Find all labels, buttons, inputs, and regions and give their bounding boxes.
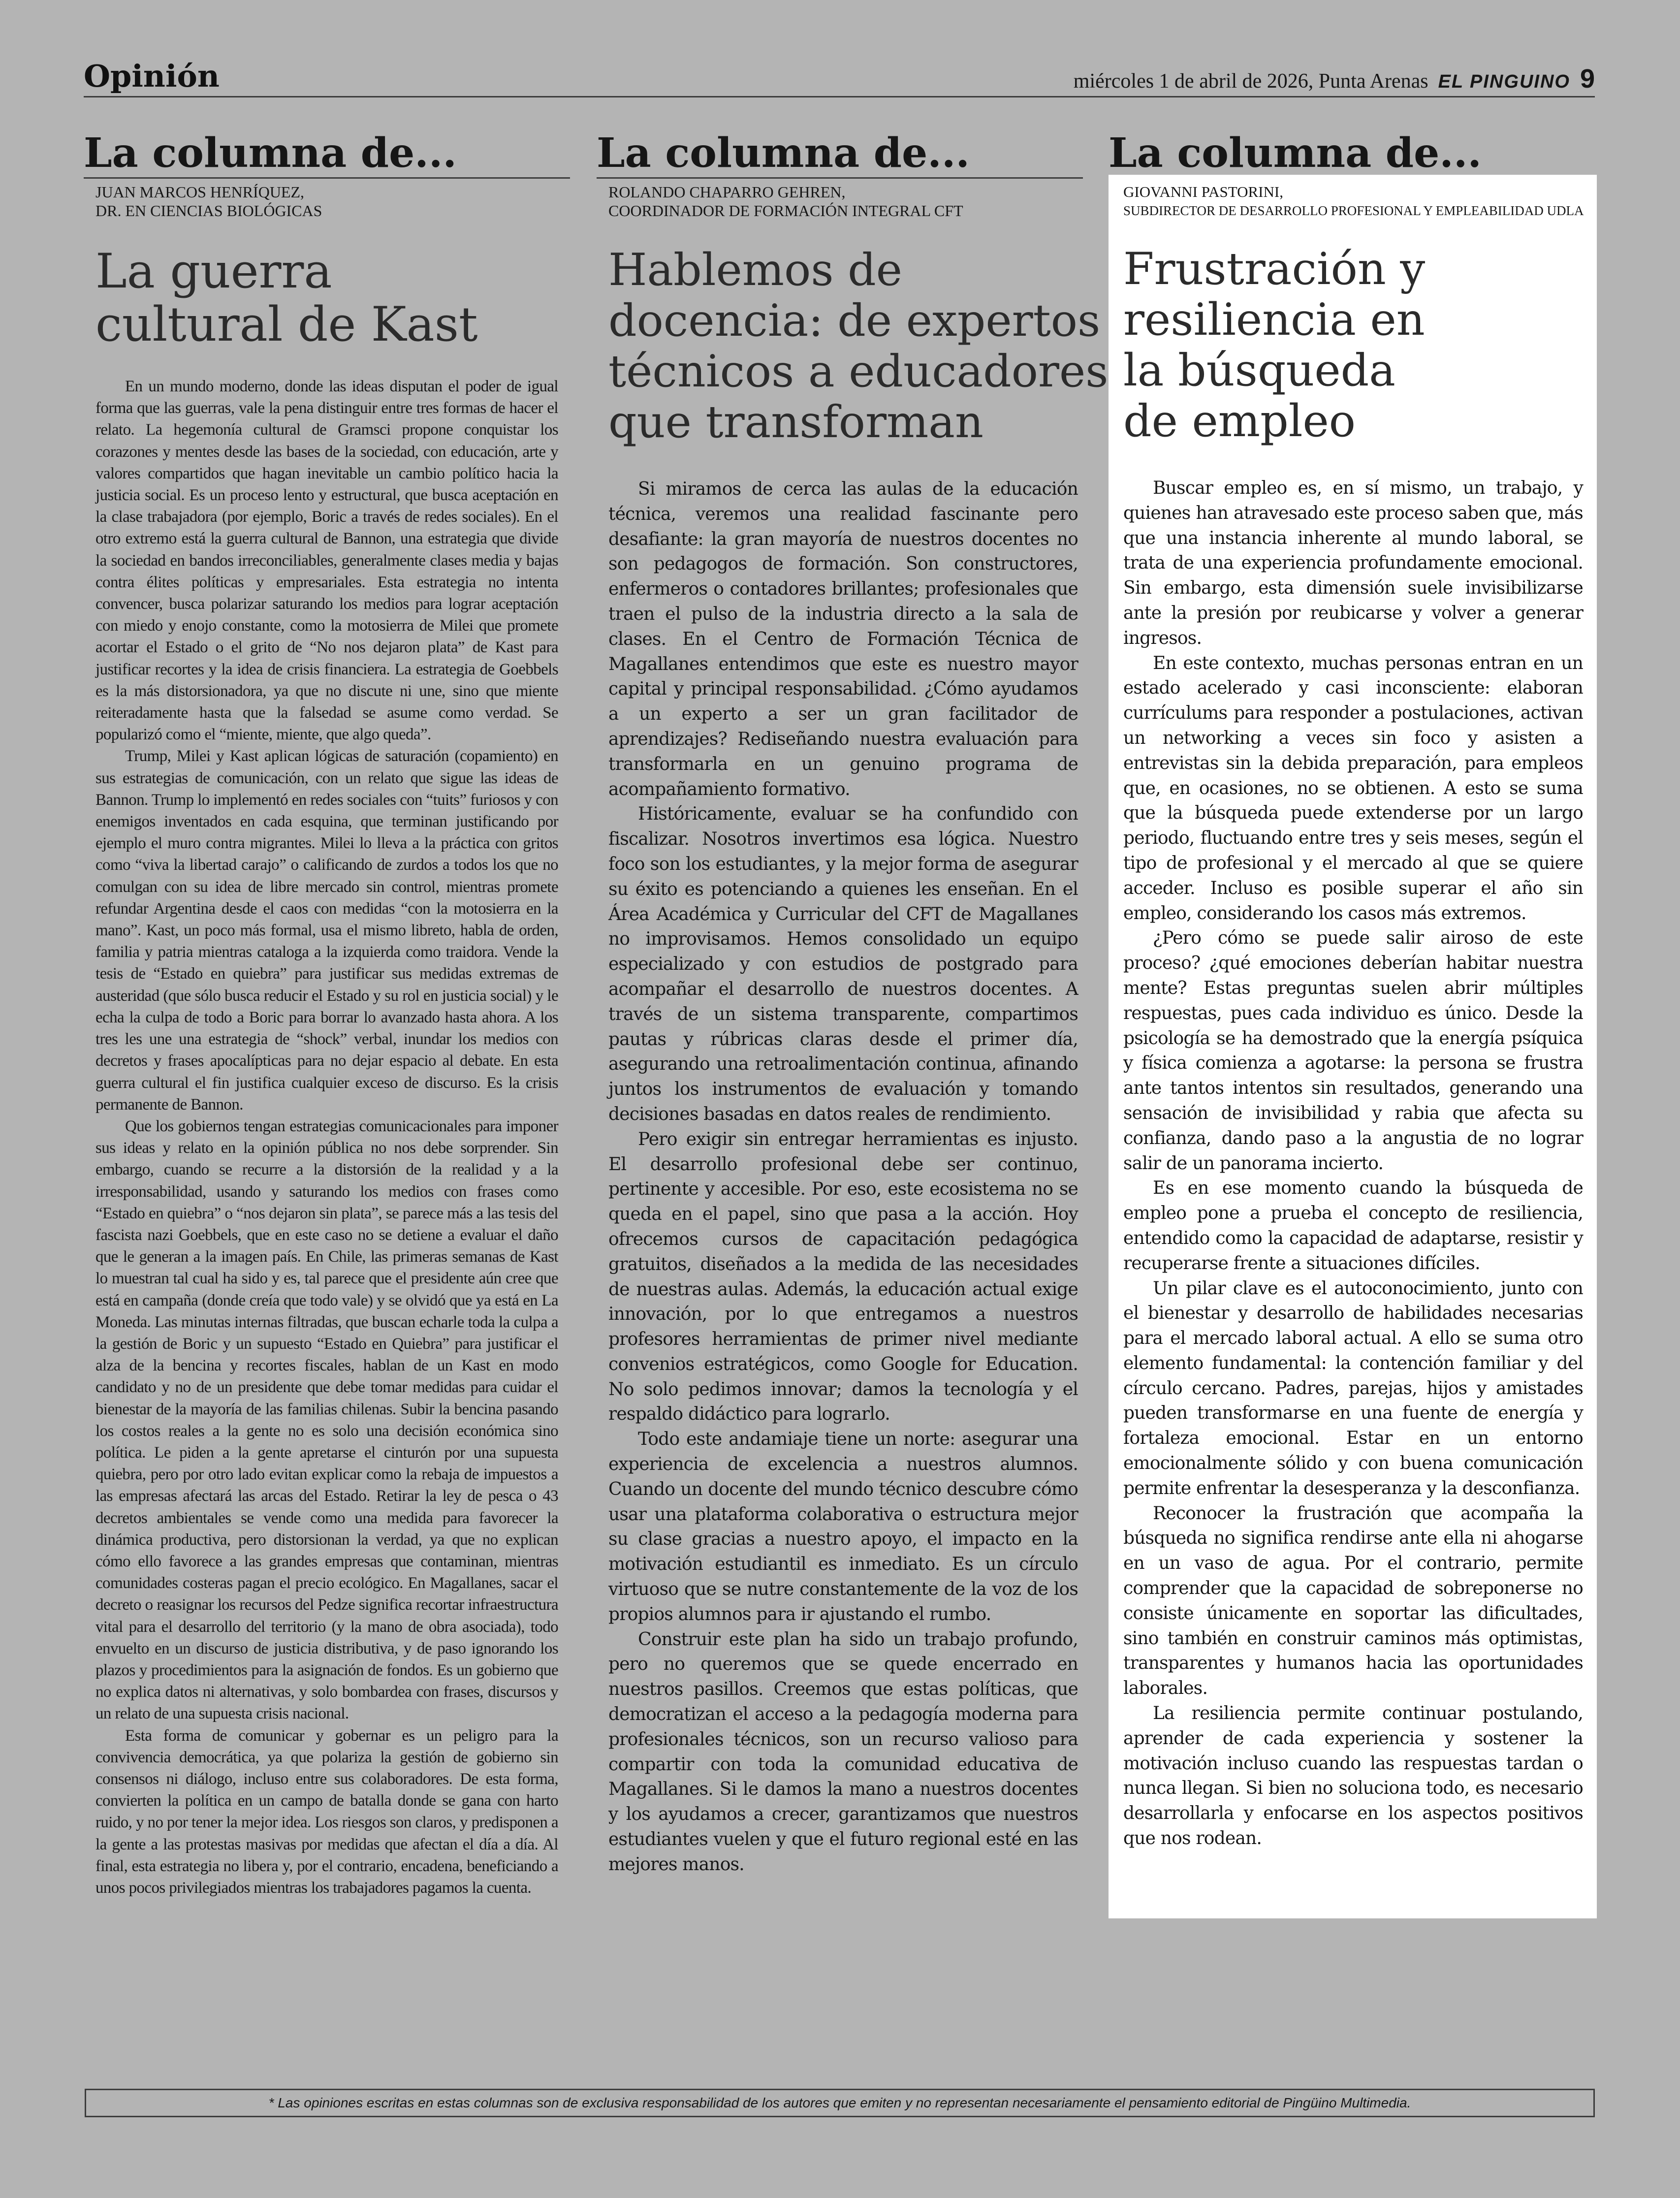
- title-line: La guerra: [95, 244, 332, 299]
- byline: [1109, 183, 1595, 220]
- header-meta: [1074, 64, 1595, 94]
- column-kicker: La columna de...: [597, 130, 1083, 179]
- paragraph: En este contexto, muchas personas entran en un estado acelerado y casi inconsciente: elaboran currículums para responder a postulaciones, activan un networking a veces sin foco y asisten a entrevistas sin la debida preparación, para empleos que, en ocasiones, no se obtienen. A esto se suma que la búsqueda puede extenderse por un largo periodo, fluctuando entre tres y seis meses, según el tipo de profesional y el mercado al que se quiere acceder. Incluso es posible superar el año sin empleo, considerando los casos más extremos.: [1123, 653, 1583, 924]
- title-line: cultural de Kast: [95, 297, 478, 352]
- paragraph: La resiliencia permite continuar postulando, aprender de cada experiencia y sostener la motivación incluso cuando las respuestas tardan o nunca llegan. Si bien no soluciona todo, es necesario desarrollarla y enfocarse en los aspectos positivos que nos rodean.: [1123, 1703, 1583, 1849]
- title-line: técnicos a educadores: [608, 346, 1109, 397]
- title-line: la búsqueda: [1123, 345, 1395, 396]
- title-line: Frustración y: [1123, 243, 1426, 295]
- paragraph: Si miramos de cerca las aulas de la educación técnica, veremos una realidad fascinante pero desafiante: la gran mayoría de nuestros docentes no son pedagogos de formación. Son constructores, enfermeros o contadores brillantes; profesionales que traen el pulso de la industria directo a la sala de clases. En el Centro de Formación Técnica de Magallanes entendimos que este es nuestro mayor capital y principal responsabilidad. ¿Cómo ayudamos a un experto a ser un gran facilitador de aprendizajes? Rediseñando nuestra evaluación para transformarla en un genuino programa de acompañamiento formativo.: [608, 479, 1078, 799]
- title-line: resiliencia en: [1123, 294, 1425, 346]
- author-name: JUAN MARCOS HENRÍQUEZ,: [95, 183, 305, 201]
- column-3: [1109, 130, 1595, 1851]
- paragraph: ¿Pero cómo se puede salir airoso de este proceso? ¿qué emociones deberían habitar nuestra mente? Estas preguntas suelen abrir múltiples respuestas, pues cada individuo es único. Desde la psicología se ha demostrado que la energía psíquica y física comienza a agotarse: la persona se frustra ante tantos intentos sin resultados, generando una sensación de invisibilidad y rabia que afecta su confianza, dando paso a la angustia de no lograr salir de un panorama incierto.: [1123, 928, 1583, 1174]
- author-role: DR. EN CIENCIAS BIOLÓGICAS: [95, 202, 322, 220]
- byline: [597, 183, 1083, 220]
- article-title: [1109, 244, 1595, 446]
- article-title: [84, 245, 570, 351]
- column-1: [84, 130, 570, 1899]
- paragraph: Históricamente, evaluar se ha confundido con fiscalizar. Nosotros invertimos esa lógica. Nuestro foco son los estudiantes, y la mejor forma de asegurar su éxito es potenciando a quienes les enseñan. En el Área Académica y Curricular del CFT de Magallanes no improvisamos. Hemos consolidado un equipo especializado y con estudios de postgrado para acompañar el desarrollo de nuestros docentes. A través de un sistema transparente, compartimos pautas y rúbricas claras desde el primer día, asegurando una retroalimentación continua, afinando juntos los instrumentos de evaluación y tomando decisiones basadas en datos reales de rendimiento.: [608, 804, 1078, 1124]
- title-line: que transforman: [608, 396, 983, 448]
- page-number: 9: [1580, 64, 1595, 94]
- paragraph: Un pilar clave es el autoconocimiento, junto con el bienestar y desarrollo de habilidades necesarias para el mercado laboral actual. A ello se suma otro elemento fundamental: la contención familiar y del círculo cercano. Padres, parejas, hijos y amistades pueden transformarse en una fuente de energía y fortaleza emocional. Estar en un entorno emocionalmente sólido y con buena comunicación permite enfrentar la desesperanza y la desconfianza.: [1123, 1278, 1583, 1498]
- article-title: [597, 244, 1109, 448]
- paragraph: Pero exigir sin entregar herramientas es injusto. El desarrollo profesional debe ser continuo, pertinente y accesible. Por eso, este ecosistema no se queda en el papel, sino que pasa a la acción. Hoy ofrecemos cursos de capacitación pedagógica gratuitos, diseñados a la medida de las necesidades de nuestras aulas. Además, la educación actual exige innovación, por lo que entregamos a nuestros profesores herramientas de primer nivel mediante convenios estratégicos, como Google for Education. No solo pedimos innovar; damos la tecnología y el respaldo didáctico para lograrlo.: [608, 1129, 1078, 1425]
- header-date-location: miércoles 1 de abril de 2026, Punta Arenas: [1073, 70, 1428, 93]
- author-role: SUBDIRECTOR DE DESARROLLO PROFESIONAL Y EMPLEABILIDAD UDLA: [1123, 203, 1584, 218]
- author-name: ROLANDO CHAPARRO GEHREN,: [608, 183, 846, 201]
- paragraph: En un mundo moderno, donde las ideas disputan el poder de igual forma que las guerras, vale la pena distinguir entre tres formas de hacer el relato. La hegemonía cultural de Gramsci propone conquistar los corazones y mentes desde las bases de la sociedad, con educación, arte y valores compartidos que hagan inevitable un cambio político hacia la justicia social. Es un proceso lento y estructural, que busca aceptación en la clase trabajadora (por ejemplo, Boric a través de redes sociales). En el otro extremo está la guerra cultural de Bannon, una estrategia que divide la sociedad en bandos irreconciliables, generalmente clases media y bajas contra élites políticas y empresariales. Esta estrategia no intenta convencer, busca polarizar saturando los medios para lograr aceptación con miedo y enojo constante, como la motosierra de Milei que promete acortar el Estado o el grito de “No nos dejaron plata” de Kast para justificar recortes y la idea de crisis financiera. La estrategia de Goebbels es la más distorsionadora, ya que no discute ni une, sino que miente reiteradamente hasta que la falsedad se asume como verdad. Se popularizó como el “miente, miente, que algo queda”.: [95, 378, 558, 744]
- paragraph: Es en ese momento cuando la búsqueda de empleo pone a prueba el concepto de resiliencia, entendido como la capacidad de adaptarse, resistir y recuperarse frente a situaciones difíciles.: [1123, 1178, 1583, 1274]
- paragraph: Que los gobiernos tengan estrategias comunicacionales para imponer sus ideas y relato en la opinión pública no nos debe sorprender. Sin embargo, cuando se recurre a la distorsión de la realidad y a la irresponsabilidad, usando y saturando los medios con frases como “Estado en quiebra” o “nos dejaron sin plata”, se parece más a las tesis del fascista nazi Goebbels, que en este caso no se detiene a evaluar el daño que le generan a la imagen país. En Chile, las primeras semanas de Kast lo muestran tal cual ha sido y es, tal parece que el presidente aún cree que está en campaña (donde creía que todo vale) y se olvidó que ya está en La Moneda. Las minutas internas filtradas, que buscan echarle toda la culpa a la gestión de Boric y un supuesto “Estado en Quiebra” para justificar el alza de la bencina y recortes fiscales, hablan de un Kast en modo candidato y no de un presidente que debe tomar medidas para cuidar el bienestar de la mayoría de las familias chilenas. Subir la bencina pasando los costos reales a la gente no es solo una decisión económica sino política. Le piden a la gente apretarse el cinturón por una supuesta quiebra, pero por otro lado evitan explicar como la rebaja de impuestos a las empresas afectará las arcas del Estado. Retirar la ley de pesca o 43 decretos ambientales se vende como una medida para favorecer la dinámica productiva, pero distorsionan la verdad, ya que no explican cómo ello favorece a las grandes empresas que contaminan, mientras comunidades costeras pagan el precio ecológico. En Magallanes, sacar el decreto o reasignar los recursos del Pedze significa recortar infraestructura vital para el desarrollo del territorio (y la mano de obra asociada), todo envuelto en un discurso de justicia distributiva, y de paso ignorando los plazos y procedimientos para la asignación de fondos. Es un gobierno que no explica datos ni alternativas, y solo bombardea con frases, discursos y un relato de una supuesta crisis nacional.: [95, 1117, 558, 1723]
- column-kicker: La columna de...: [1109, 129, 1482, 177]
- title-line: de empleo: [1123, 395, 1356, 447]
- paragraph: Reconocer la frustración que acompaña la búsqueda no significa rendirse ante ella ni ahogarse en un vaso de agua. Por el contrario, permite comprender que la capacidad de sobreponerse no consiste únicamente en soportar las dificultades, sino también en construir caminos más optimistas, transparentes y humanos hacia las oportunidades laborales.: [1123, 1503, 1583, 1699]
- paragraph: Buscar empleo es, en sí mismo, un trabajo, y quienes han atravesado este proceso saben que, más que una instancia inherente al mundo laboral, se trata de una experiencia profundamente emocional. Sin embargo, esta dimensión suele invisibilizarse ante la presión por reubicarse y volver a generar ingresos.: [1123, 478, 1583, 648]
- article-body: [1109, 476, 1595, 1851]
- author-name: GIOVANNI PASTORINI,: [1123, 183, 1283, 200]
- column-kicker: La columna de...: [84, 130, 570, 179]
- title-line: Hablemos de: [608, 244, 902, 296]
- article-body: [597, 477, 1083, 1878]
- byline: [84, 183, 570, 220]
- footer-disclaimer: * Las opiniones escritas en estas columnas son de exclusiva responsabilidad de los autores que emiten y no representan necesariamente el pensamiento editorial de Pingüino Multimedia.: [85, 2089, 1595, 2117]
- paragraph: Todo este andamiaje tiene un norte: asegurar una experiencia de excelencia a nuestros alumnos. Cuando un docente del mundo técnico descubre cómo usar una plataforma colaborativa o estructura mejor su clase gracias a nuestro apoyo, el impacto en la motivación estudiantil es inmediato. Es un círculo virtuoso que se nutre constantemente de la voz de los propios alumnos para ir ajustando el rumbo.: [608, 1429, 1078, 1625]
- newspaper-logo: EL PINGUINO: [1438, 71, 1570, 92]
- column-2: [597, 129, 1109, 1878]
- paragraph: Construir este plan ha sido un trabajo profundo, pero no queremos que se quede encerrado en nuestros pasillos. Creemos que estas políticas, que democratizan el acceso a la pedagogía moderna para profesionales técnicos, son un recurso valioso para compartir con toda la comunidad educativa de Magallanes. Si le damos la mano a nuestros docentes y los ayudamos a crecer, garantizamos que nuestros estudiantes vuelen y que el futuro regional esté en las mejores manos.: [608, 1629, 1078, 1875]
- paragraph: Trump, Milei y Kast aplican lógicas de saturación (copamiento) en sus estrategias de comunicación, con un relato que sigue las ideas de Bannon. Trump lo implementó en redes sociales con “tuits” furiosos y con enemigos inventados en cada esquina, que terminan justificando por ejemplo el muro contra migrantes. Milei lo lleva a la práctica con gritos como “viva la libertad carajo” o calificando de zurdos a todos los que no comulgan con su idea de libre mercado sin control, mientras promete refundar Argentina desde el caos con medidas “con la motosierra en la mano”. Kast, un poco más formal, usa el mismo libreto, habla de orden, familia y patria mientras cataloga a la izquierda como traidora. Vende la tesis de “Estado en quiebra” para justificar sus medidas extremas de austeridad (que sólo busca reducir el Estado y su rol en justicia social) y le echa la culpa de todo a Boric para borrar lo avanzado hasta ahora. A los tres les une una estrategia de “shock” verbal, inundar los medios con decretos y frases apocalípticas para no dejar espacio al debate. En esta guerra cultural el fin justifica cualquier exceso de discurso. Es la crisis permanente de Bannon.: [95, 747, 558, 1114]
- article-body: [84, 376, 570, 1899]
- paragraph: Esta forma de comunicar y gobernar es un peligro para la convivencia democrática, ya que polariza la gestión de gobierno sin consensos ni diálogo, incluso entre sus colaboradores. De esta forma, convierten la política en un campo de batalla donde se gana con harto ruido, y no por tener la mejor idea. Los riesgos son claros, y predisponen a la gente a las protestas masivas por medidas que afectan el día a día. Al final, esta estrategia no libera y, por el contrario, encadena, beneficiando a unos pocos privilegiados mientras los trabajadores pagamos la cuenta.: [95, 1726, 558, 1897]
- section-name: Opinión: [84, 58, 220, 94]
- title-line: docencia: de expertos: [608, 295, 1101, 347]
- author-role: COORDINADOR DE FORMACIÓN INTEGRAL CFT: [608, 202, 963, 220]
- page-header: [84, 58, 1595, 97]
